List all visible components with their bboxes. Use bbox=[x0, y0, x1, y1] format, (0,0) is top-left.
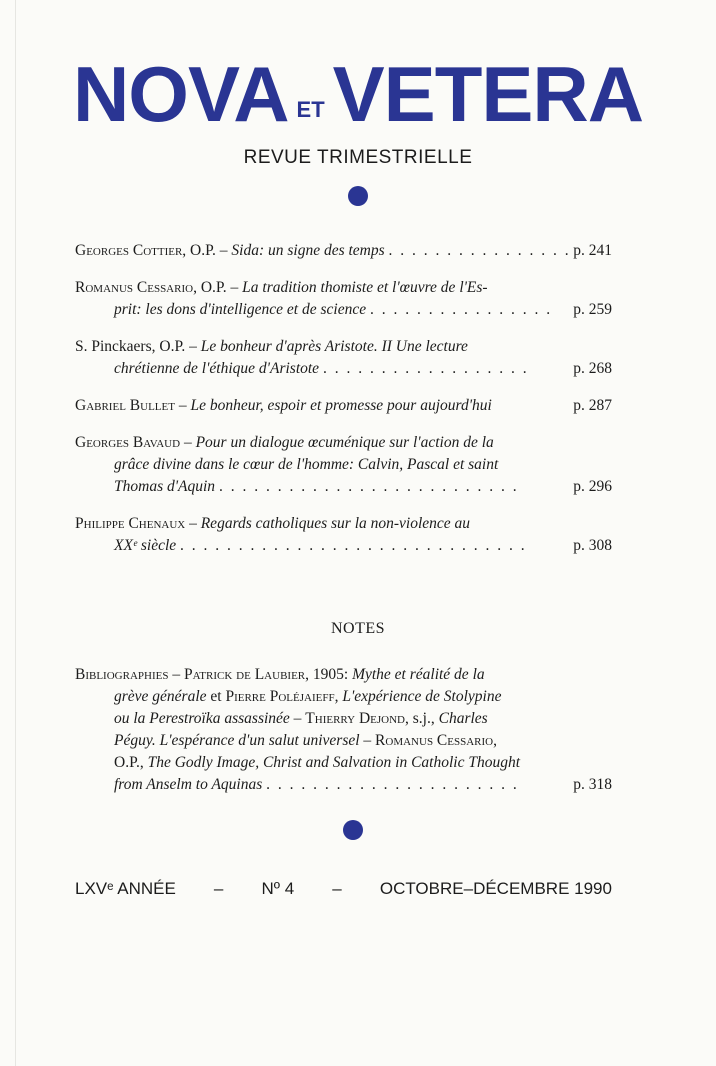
toc-author: Georges Bavaud bbox=[75, 434, 181, 451]
toc-title: Pour un dialogue œcuménique sur l'action de la bbox=[195, 434, 494, 451]
toc-line: Péguy. L'espérance d'un salut universel – Romanus Cessario, bbox=[114, 732, 497, 749]
masthead-nova: NOVA bbox=[72, 50, 289, 138]
toc-line: Georges Cottier, O.P. – Sida: un signe des temps . . . . . . . . . . . . . . . . p. 241 bbox=[75, 240, 612, 262]
toc-line: Bibliographies – Patrick de Laubier, 1905: Mythe et réalité de la bbox=[75, 666, 485, 683]
toc-page: p. 318 bbox=[573, 776, 612, 793]
ornament-dot-bottom bbox=[343, 820, 363, 840]
toc-line: grève générale et Pierre Poléjaieff, L'expérience de Stolypine bbox=[114, 688, 502, 705]
toc-entry bbox=[75, 277, 612, 321]
toc-page: p. 287 bbox=[573, 397, 612, 414]
toc-page: p. 308 bbox=[573, 537, 612, 554]
toc-page: p. 296 bbox=[573, 478, 612, 495]
toc-line: Thomas d'Aquin . . . . . . . . . . . . . . . . . . . . . . . . . . p. 296 bbox=[75, 476, 612, 498]
toc-title: Le bonheur, espoir et promesse pour aujourd'hui bbox=[190, 397, 492, 414]
toc-title: chrétienne de l'éthique d'Aristote bbox=[114, 360, 320, 377]
table-of-contents bbox=[75, 240, 612, 572]
toc-title: Le bonheur d'après Aristote. II Une lecture bbox=[200, 338, 468, 355]
toc-page: p. 241 bbox=[573, 242, 612, 259]
ornament-dot-top bbox=[348, 186, 368, 206]
issue-footer bbox=[75, 879, 612, 899]
footer-annee: LXVᵉ ANNÉE bbox=[75, 879, 176, 898]
toc-page: p. 268 bbox=[573, 360, 612, 377]
footer-numero: Nº 4 bbox=[261, 879, 295, 898]
toc-title: La tradition thomiste et l'œuvre de l'Es- bbox=[242, 279, 488, 296]
toc-line bbox=[75, 454, 612, 476]
toc-line: Romanus Cessario, O.P. – La tradition thomiste et l'œuvre de l'Es- bbox=[75, 279, 488, 296]
toc-entry bbox=[75, 336, 612, 380]
toc-author: Georges Cottier, O.P. bbox=[75, 242, 216, 259]
toc-title: Thomas d'Aquin bbox=[114, 478, 216, 495]
toc-line: chrétienne de l'éthique d'Aristote . . . . . . . . . . . . . . . . . . p. 268 bbox=[75, 358, 612, 380]
toc-line: Gabriel Bullet – Le bonheur, espoir et promesse pour aujourd'hui p. 287 bbox=[75, 395, 612, 417]
toc-title: grâce divine dans le cœur de l'homme: Calvin, Pascal et saint bbox=[114, 456, 499, 473]
toc-author: S. Pinckaers, O.P. bbox=[75, 338, 186, 355]
footer-dash: – bbox=[213, 879, 224, 898]
toc-page: p. 259 bbox=[573, 301, 612, 318]
toc-author: Gabriel Bullet bbox=[75, 397, 175, 414]
toc-entry bbox=[75, 395, 612, 417]
toc-line: prit: les dons d'intelligence et de science . . . . . . . . . . . . . . . . p. 259 bbox=[75, 299, 612, 321]
bibliographies-entry bbox=[75, 664, 612, 796]
masthead-vetera: VETERA bbox=[332, 50, 644, 138]
toc-line: ou la Perestroïka assassinée – Thierry Dejond, s.j., Charles bbox=[114, 710, 488, 727]
masthead bbox=[0, 50, 716, 138]
subtitle: REVUE TRIMESTRIELLE bbox=[243, 147, 473, 168]
toc-line: from Anselm to Aquinas . . . . . . . . . . . . . . . . . . . . . . p. 318 bbox=[75, 774, 612, 796]
toc-entry bbox=[75, 513, 612, 557]
toc-line: Georges Bavaud – Pour un dialogue œcuménique sur l'action de la bbox=[75, 434, 494, 451]
toc-author: Romanus Cessario, O.P. bbox=[75, 279, 227, 296]
toc-line: Philippe Chenaux – Regards catholiques sur la non-violence au bbox=[75, 515, 471, 532]
toc-line: S. Pinckaers, O.P. – Le bonheur d'après Aristote. II Une lecture bbox=[75, 338, 468, 355]
footer-period: OCTOBRE–DÉCEMBRE 1990 bbox=[379, 879, 612, 898]
toc-line: XXᵉ siècle . . . . . . . . . . . . . . . . . . . . . . . . . . . . . . p. 308 bbox=[75, 535, 612, 557]
biblio-label: Bibliographies bbox=[75, 666, 169, 683]
toc-title: Sida: un signe des temps bbox=[231, 242, 385, 259]
toc-title: XXᵉ siècle bbox=[114, 537, 177, 554]
toc-entry bbox=[75, 240, 612, 262]
toc-entry bbox=[75, 432, 612, 498]
toc-title: prit: les dons d'intelligence et de science bbox=[114, 301, 367, 318]
toc-title: Regards catholiques sur la non-violence au bbox=[200, 515, 471, 532]
toc-author: Philippe Chenaux bbox=[75, 515, 186, 532]
notes-heading: NOTES bbox=[330, 620, 386, 637]
masthead-et: ET bbox=[296, 97, 325, 122]
footer-dash: – bbox=[332, 879, 342, 898]
toc-line: O.P., The Godly Image, Christ and Salvation in Catholic Thought bbox=[114, 754, 521, 771]
